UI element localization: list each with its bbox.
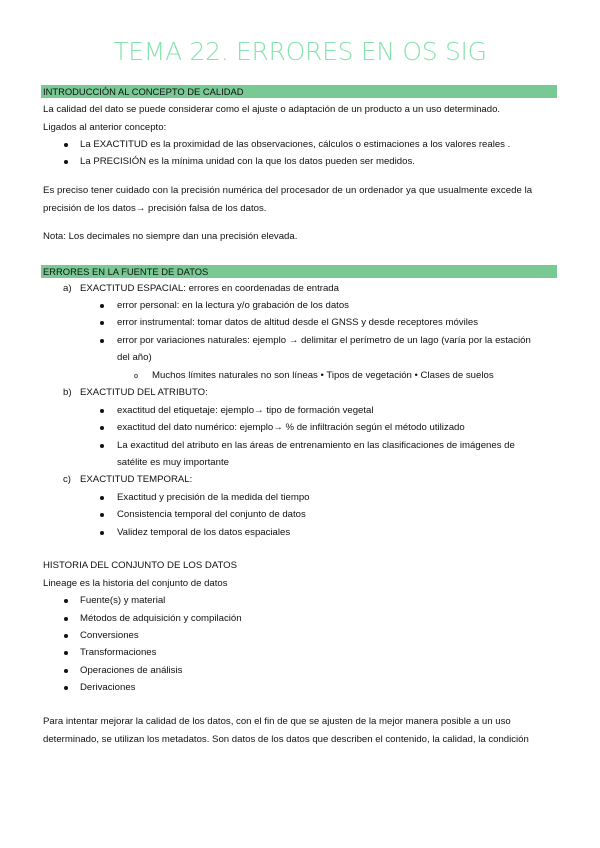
paragraph: Para intentar mejorar la calidad de los datos, con el fin de que se ajusten de la mejor manera posible a un uso bbox=[43, 716, 511, 727]
list-item: error personal: en la lectura y/o grabación de los datos bbox=[117, 300, 349, 311]
list-item: Consistencia temporal del conjunto de datos bbox=[117, 509, 306, 520]
paragraph: precisión de los datos→ precisión falsa de los datos. bbox=[43, 203, 267, 214]
bullet-icon bbox=[64, 651, 68, 655]
section-heading-intro bbox=[41, 85, 557, 98]
list-item: EXACTITUD TEMPORAL: bbox=[80, 474, 193, 485]
bullet-icon bbox=[64, 669, 68, 673]
bullet-icon bbox=[64, 599, 68, 603]
bullet-icon bbox=[64, 634, 68, 638]
paragraph: Ligados al anterior concepto: bbox=[43, 122, 167, 133]
section-heading-text: INTRODUCCIÓN AL CONCEPTO DE CALIDAD bbox=[43, 86, 244, 97]
circle-bullet-icon bbox=[134, 374, 138, 378]
list-item: Exactitud y precisión de la medida del tiempo bbox=[117, 492, 310, 503]
list-item: exactitud del etiquetaje: ejemplo→ tipo de formación vegetal bbox=[117, 405, 374, 416]
list-item: La EXACTITUD es la proximidad de las observaciones, cálculos o estimaciones a los valores reales . bbox=[80, 139, 511, 150]
list-marker: a) bbox=[63, 283, 72, 294]
bullet-icon bbox=[100, 304, 104, 308]
list-item: del año) bbox=[117, 352, 152, 363]
bullet-icon bbox=[100, 531, 104, 535]
paragraph: determinado, se utilizan los metadatos. Son datos de los datos que describen el contenido, la calidad, la condición bbox=[43, 734, 529, 745]
list-item: error por variaciones naturales: ejemplo → delimitar el perímetro de un lago (varía por la estación bbox=[117, 335, 531, 346]
list-item: La exactitud del atributo en las áreas de entrenamiento en las clasificaciones de imágenes de bbox=[117, 440, 515, 451]
bullet-icon bbox=[100, 339, 104, 343]
list-item: Validez temporal de los datos espaciales bbox=[117, 527, 291, 538]
section-heading-history: HISTORIA DEL CONJUNTO DE LOS DATOS bbox=[43, 560, 238, 571]
list-item: Fuente(s) y material bbox=[80, 595, 166, 606]
list-marker: c) bbox=[63, 474, 71, 485]
list-item: Muchos límites naturales no son líneas • Tipos de vegetación • Clases de suelos bbox=[152, 370, 494, 381]
section-heading-errors bbox=[41, 265, 557, 278]
bullet-icon bbox=[100, 321, 104, 325]
list-item: EXACTITUD ESPACIAL: errores en coordenadas de entrada bbox=[80, 283, 339, 294]
bullet-icon bbox=[64, 160, 68, 164]
bullet-icon bbox=[100, 409, 104, 413]
list-item: Transformaciones bbox=[80, 647, 157, 658]
bullet-icon bbox=[64, 617, 68, 621]
bullet-icon bbox=[100, 426, 104, 430]
paragraph: Es preciso tener cuidado con la precisión numérica del procesador de un ordenador ya que usualmente excede la bbox=[43, 185, 533, 196]
paragraph: Lineage es la historia del conjunto de datos bbox=[43, 578, 228, 589]
list-item: EXACTITUD DEL ATRIBUTO: bbox=[80, 387, 208, 398]
list-item: Conversiones bbox=[80, 630, 139, 641]
list-item: Métodos de adquisición y compilación bbox=[80, 613, 242, 624]
list-item: La PRECISIÓN es la mínima unidad con la que los datos pueden ser medidos. bbox=[80, 156, 415, 167]
bullet-icon bbox=[100, 496, 104, 500]
bullet-icon bbox=[100, 513, 104, 517]
paragraph: La calidad del dato se puede considerar como el ajuste o adaptación de un producto a un uso determinado. bbox=[43, 104, 501, 115]
list-item: Operaciones de análisis bbox=[80, 665, 183, 676]
list-marker: b) bbox=[63, 387, 72, 398]
list-item: Derivaciones bbox=[80, 682, 136, 693]
list-item: exactitud del dato numérico: ejemplo→ % de infiltración según el método utilizado bbox=[117, 422, 465, 433]
list-item: satélite es muy importante bbox=[117, 457, 229, 468]
document-title: TEMA 22. ERRORES EN OS SIG bbox=[113, 37, 487, 66]
list-item: error instrumental: tomar datos de altitud desde el GNSS y desde receptores móviles bbox=[117, 317, 479, 328]
note: Nota: Los decimales no siempre dan una precisión elevada. bbox=[43, 231, 298, 242]
bullet-icon bbox=[100, 444, 104, 448]
bullet-icon bbox=[64, 143, 68, 147]
section-heading-text: ERRORES EN LA FUENTE DE DATOS bbox=[43, 266, 209, 277]
bullet-icon bbox=[64, 686, 68, 690]
